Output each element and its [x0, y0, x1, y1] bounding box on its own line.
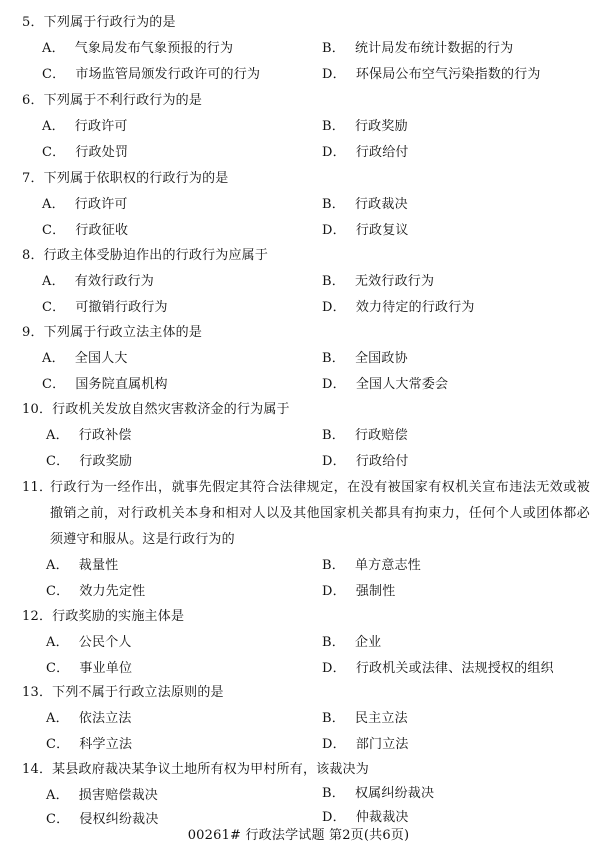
option-b: B． 行政裁决 [322, 197, 408, 212]
option-b: B． 全国政协 [322, 351, 408, 366]
option-d: D． 全国人大常委会 [322, 377, 449, 392]
question-text: 下列属于行政行为的是 [43, 15, 176, 30]
option-d: D． 效力待定的行政行为 [322, 300, 475, 315]
option-b: B． 权属纠纷裁决 [322, 786, 435, 801]
option-b: B． 无效行政行为 [322, 274, 435, 289]
option-c: C． 侵权纠纷裁决 [46, 812, 159, 827]
option-a: A． 全国人大 [42, 351, 128, 366]
question-text: 行政行为一经作出，就事先假定其符合法律规定，在没有被国家有权机关宣布违法无效或被撤销之前，对行政机关本身和相对人以及其他国家机关都具有拘束力，任何个人或团体都必须遵守和服从。这是行政行为的 [50, 480, 590, 547]
option-d: D． 环保局公布空气污染指数的行为 [322, 67, 541, 82]
option-a: A． 行政许可 [42, 119, 128, 134]
page-footer: 00261# 行政法学试题 第2页(共6页) [187, 828, 410, 843]
question-stem: 7．下列属于依职权的行政行为的是 [22, 171, 229, 186]
option-b: B． 统计局发布统计数据的行为 [322, 41, 514, 56]
option-a: A． 有效行政行为 [42, 274, 154, 289]
option-a: A． 裁量性 [46, 558, 119, 573]
question-stem [22, 10, 176, 36]
option-c: C． 行政处罚 [42, 145, 129, 160]
question-stem: 6．下列属于不利行政行为的是 [22, 93, 203, 108]
question-stem: 10．行政机关发放自然灾害救济金的行为属于 [22, 402, 290, 417]
option-a: A． 公民个人 [46, 635, 132, 650]
option-c: C． 科学立法 [46, 737, 133, 752]
question-stem: 9．下列属于行政立法主体的是 [22, 325, 203, 340]
question-stem: 14．某县政府裁决某争议土地所有权为甲村所有，该裁决为 [22, 762, 369, 777]
question-stem: 8．行政主体受胁迫作出的行政行为应属于 [22, 248, 269, 263]
option-a: A． 依法立法 [46, 711, 132, 726]
option-b: B． 民主立法 [322, 711, 408, 726]
option-d: D． 行政给付 [322, 145, 409, 160]
option-d: D． 行政机关或法律、法规授权的组织 [322, 661, 554, 676]
option-c: C． 事业单位 [46, 661, 133, 676]
option-b: B． 企业 [322, 635, 382, 650]
option-b: B． 行政奖励 [322, 119, 408, 134]
option-c: C． 市场监管局颁发行政许可的行为 [42, 67, 261, 82]
question-stem: 12．行政奖励的实施主体是 [22, 609, 185, 624]
option-c: C． 行政奖励 [46, 454, 133, 469]
option-a: A． 损害赔偿裁决 [46, 788, 158, 803]
option-d: D． 仲裁裁决 [322, 810, 409, 825]
option-d: D． 行政给付 [322, 454, 409, 469]
question-number: 5． [22, 15, 44, 30]
option-d: D． 强制性 [322, 584, 396, 599]
option-a: A． 行政许可 [42, 197, 128, 212]
option-c: C． 效力先定性 [46, 584, 146, 599]
question-stem: 13．下列不属于行政立法原则的是 [22, 685, 224, 700]
option-b: B． 行政赔偿 [322, 428, 408, 443]
question-number: 11． [22, 480, 53, 495]
option-c: C． 行政征收 [42, 223, 129, 238]
option-b: B． 单方意志性 [322, 558, 421, 573]
option-c: C． 国务院直属机构 [42, 377, 168, 392]
option-d: D． 行政复议 [322, 223, 409, 238]
option-c: C． 可撤销行政行为 [42, 300, 168, 315]
option-a: A． 行政补偿 [46, 428, 132, 443]
option-d: D． 部门立法 [322, 737, 409, 752]
option-a: A． 气象局发布气象预报的行为 [42, 41, 234, 56]
